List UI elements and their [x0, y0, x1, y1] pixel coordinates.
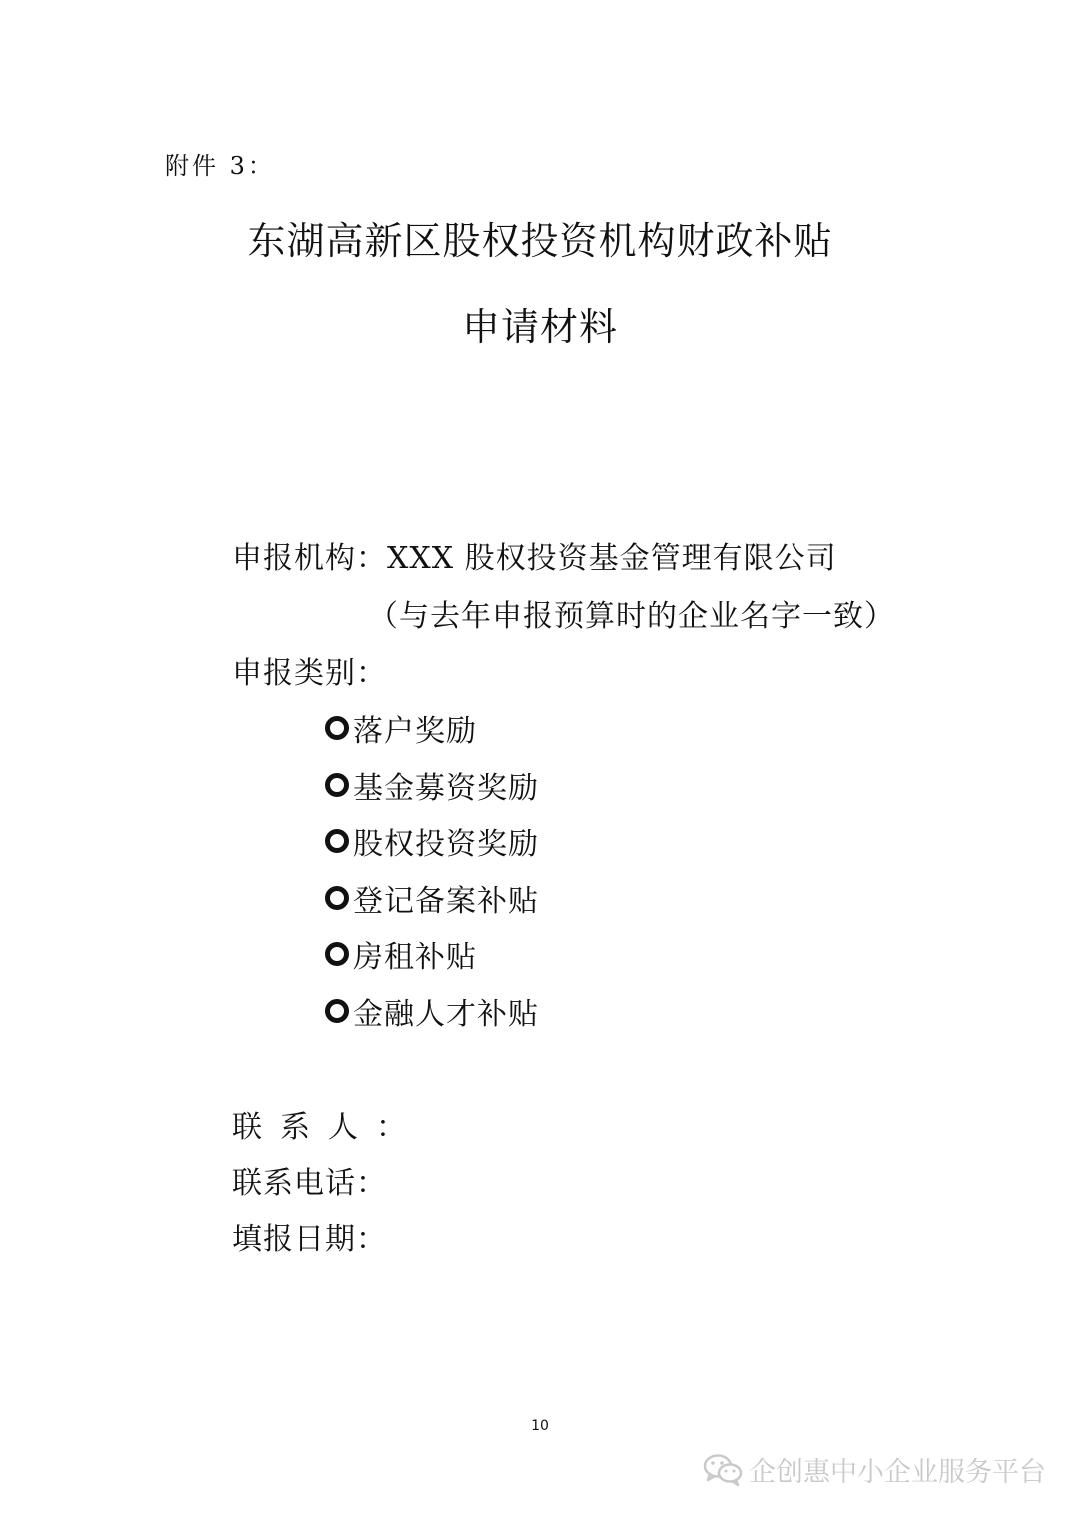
circle-bullet-icon — [325, 999, 349, 1023]
watermark — [703, 1450, 1046, 1489]
document-title-line-1: 东湖高新区股权投资机构财政补贴 — [247, 219, 833, 263]
watermark-text: 企创惠中小企业服务平台 — [749, 1457, 1046, 1488]
category-item — [325, 813, 539, 870]
circle-bullet-icon — [325, 716, 349, 740]
category-item — [325, 870, 539, 927]
applicant-note: （与去年申报预算时的企业名字一致） — [368, 599, 895, 634]
category-item-label: 股权投资奖励 — [353, 827, 539, 863]
circle-bullet-icon — [325, 886, 349, 910]
category-item-label: 登记备案补贴 — [353, 883, 539, 919]
category-list — [325, 700, 539, 1039]
contact-person-label: 联系人： — [232, 1110, 424, 1145]
wechat-icon — [703, 1453, 743, 1487]
category-label: 申报类别： — [232, 656, 387, 691]
document-title-line-2: 申请材料 — [461, 305, 618, 349]
category-item-label: 房租补贴 — [353, 940, 477, 976]
circle-bullet-icon — [325, 773, 349, 797]
applicant-row — [232, 533, 837, 577]
category-item — [325, 983, 539, 1040]
category-item-label: 基金募资奖励 — [353, 770, 539, 806]
fill-date-label: 填报日期： — [232, 1222, 387, 1257]
category-item — [325, 757, 539, 814]
category-item-label: 金融人才补贴 — [353, 996, 539, 1032]
category-item — [325, 700, 539, 757]
applicant-label: 申报机构： — [232, 541, 387, 576]
category-item-label: 落户奖励 — [353, 714, 477, 750]
applicant-value: XXX 股权投资基金管理有限公司 — [387, 541, 837, 576]
attachment-label: 附件 3： — [165, 152, 275, 180]
category-item — [325, 926, 539, 983]
circle-bullet-icon — [325, 829, 349, 853]
circle-bullet-icon — [325, 942, 349, 966]
page-number: 10 — [531, 1418, 549, 1434]
contact-phone-label: 联系电话： — [232, 1166, 387, 1201]
